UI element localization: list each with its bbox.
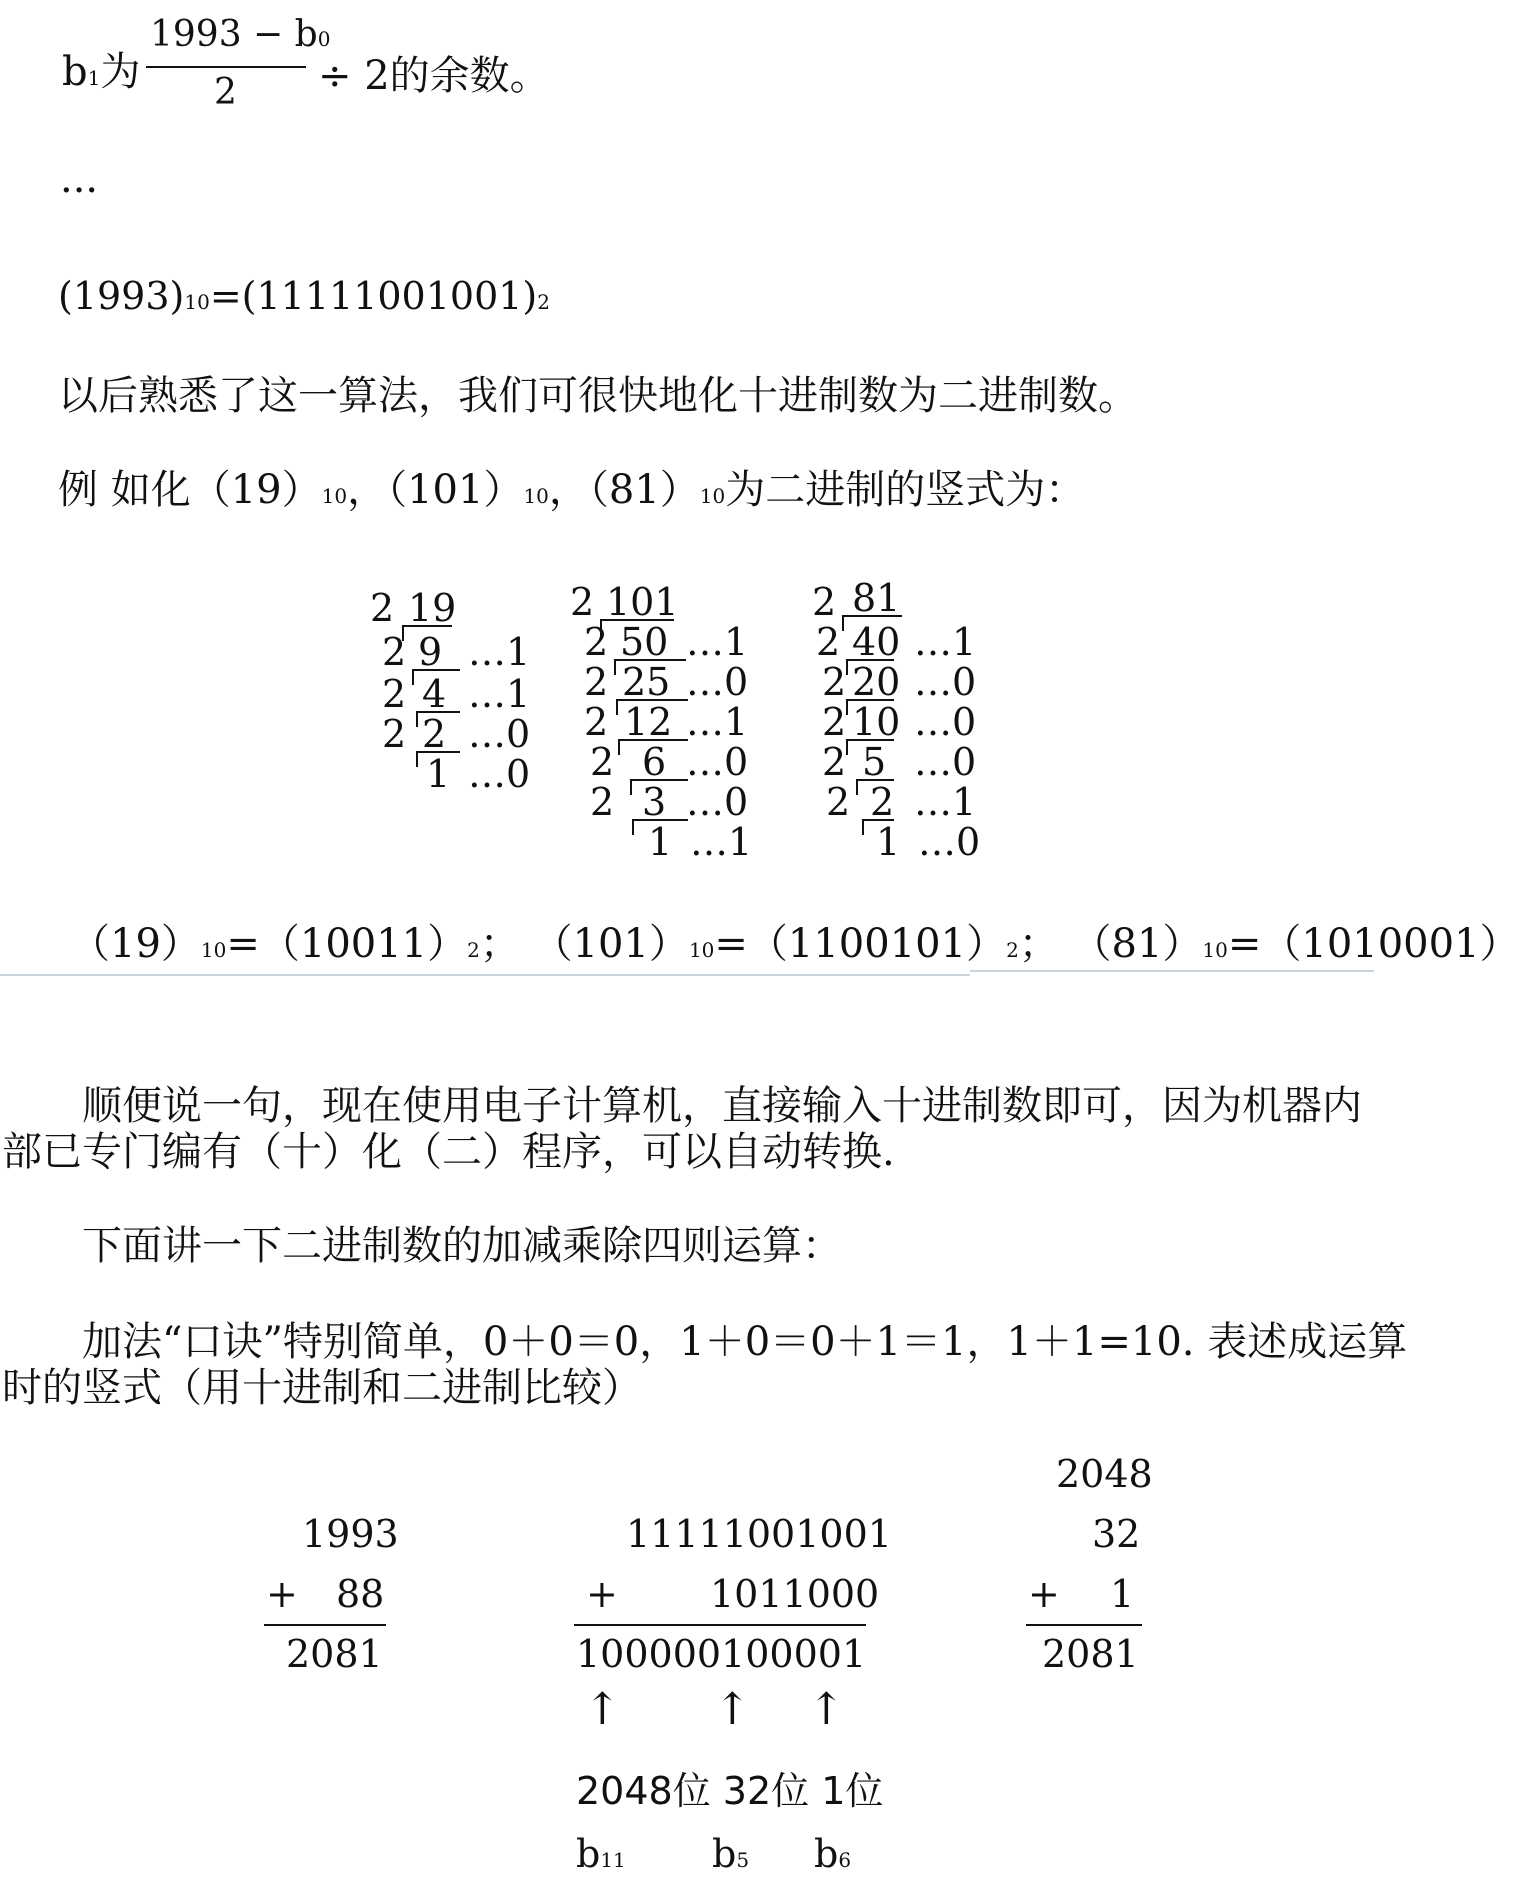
bit-index: 6	[838, 1848, 852, 1872]
division-81-divisor: 2	[812, 580, 837, 624]
division-101-row-divisor: 2	[584, 620, 609, 664]
arrow-1: ↑	[808, 1684, 845, 1735]
result-separator: ；	[479, 921, 520, 967]
example-mid-2: ，（81）	[548, 467, 700, 513]
division-19-quotient: 2	[422, 712, 447, 756]
ellipsis: ···	[60, 168, 99, 214]
example-suffix: 为二进制的竖式为：	[725, 467, 1086, 513]
addition-powers-line	[1026, 1624, 1142, 1626]
division-81-quotient: 1	[876, 820, 901, 864]
bit-symbol: b	[814, 1832, 839, 1876]
division-19-quotient: 9	[418, 630, 443, 674]
bit-symbol: b	[576, 1832, 601, 1876]
example-sub-2: 10	[523, 484, 549, 508]
division-101-quotient: 12	[624, 700, 673, 744]
division-81-remainder: …0	[914, 740, 977, 784]
division-101-row-divisor: 2	[584, 700, 609, 744]
bit-b6	[814, 1832, 851, 1876]
division-81-remainder: …0	[914, 660, 977, 704]
bit-b5	[712, 1832, 749, 1876]
paragraph-addition-line2: 时的竖式（用十进制和二进制比较）	[2, 1365, 642, 1411]
identity-left: (1993)	[58, 274, 185, 318]
divider-right	[970, 970, 1374, 972]
addition-powers-1: 1	[1110, 1572, 1135, 1616]
division-101-row-divisor: 2	[590, 740, 615, 784]
division-81-row-divisor: 2	[816, 620, 841, 664]
division-81-quotient: 10	[852, 700, 901, 744]
result-19-sub: 10	[200, 938, 227, 962]
result-81-binary: =（1010001）	[1227, 921, 1520, 967]
positions-label: 2048位 32位 1位	[576, 1769, 884, 1813]
bit-index: 5	[736, 1848, 750, 1872]
division-101-quotient: 1	[648, 820, 673, 864]
paragraph-computer-line2: 部已专门编有（十）化（二）程序，可以自动转换.	[2, 1129, 895, 1175]
division-81-quotient: 5	[862, 740, 887, 784]
addition-decimal-top: 1993	[302, 1512, 399, 1556]
division-81-dividend: 81	[852, 576, 901, 620]
division-81-quotient: 40	[852, 620, 901, 664]
identity-right: (11111001001)	[241, 274, 538, 318]
addition-powers-2048: 2048	[1056, 1452, 1153, 1496]
result-separator: ；	[1018, 921, 1059, 967]
addition-powers-sum: 2081	[1042, 1632, 1139, 1676]
fraction-denominator: 2	[214, 72, 237, 113]
numerator-text: 1993 − b	[150, 14, 318, 55]
result-81: （81）	[1071, 921, 1203, 967]
addition-binary-addend: 1011000	[710, 1572, 880, 1616]
fraction-numerator	[150, 14, 330, 55]
addition-powers-32: 32	[1092, 1512, 1141, 1556]
fraction-bar	[146, 66, 306, 68]
divider-left	[0, 974, 970, 976]
division-81-row-divisor: 2	[822, 740, 847, 784]
identity-line	[58, 274, 550, 318]
addition-binary-line	[574, 1624, 866, 1626]
result-19: （19）	[70, 921, 201, 967]
bit-b11	[576, 1832, 626, 1876]
division-19-row-divisor: 2	[382, 672, 407, 716]
division-101-remainder: …1	[686, 700, 749, 744]
identity-right-sub: 2	[537, 290, 550, 314]
result-101-sub: 10	[688, 938, 715, 962]
result-19-binary: =（10011）	[226, 921, 468, 967]
division-101-quotient: 6	[642, 740, 667, 784]
example-sub-3: 10	[699, 484, 726, 508]
addition-decimal-plus: +	[266, 1572, 298, 1616]
division-101-quotient: 25	[622, 660, 671, 704]
division-19-remainder: …1	[468, 672, 531, 716]
paragraph-computer-line1: 顺便说一句，现在使用电子计算机，直接输入十进制数即可，因为机器内	[82, 1083, 1362, 1129]
division-81-remainder: …1	[914, 620, 977, 664]
division-19-dividend: 19	[408, 586, 457, 630]
result-101: （101）	[532, 921, 689, 967]
example-sub-1: 10	[321, 484, 348, 508]
division-19-divisor: 2	[370, 586, 395, 630]
division-19-row-divisor: 2	[382, 630, 407, 674]
bit-symbol: b	[712, 1832, 737, 1876]
formula-b1-word: 为	[100, 49, 141, 95]
division-101-row-divisor: 2	[590, 780, 615, 824]
division-101-remainder: …0	[686, 780, 749, 824]
division-81-quotient: 2	[870, 780, 895, 824]
result-81-sub: 10	[1202, 938, 1228, 962]
division-19-quotient: 1	[426, 752, 451, 796]
division-101-quotient: 3	[642, 780, 667, 824]
formula-b1-symbol: b	[62, 49, 88, 95]
division-19-remainder: …0	[468, 712, 531, 756]
addition-powers-plus: +	[1028, 1572, 1060, 1616]
addition-binary-sum: 100000100001	[576, 1632, 867, 1676]
arrow-32: ↑	[714, 1684, 751, 1735]
addition-binary-top: 11111001001	[626, 1512, 892, 1556]
formula-b1-tail: ÷ 2的余数。	[318, 53, 550, 99]
division-81-row-divisor: 2	[822, 660, 847, 704]
formula-b1-subscript: 1	[87, 66, 101, 90]
addition-decimal-addend: 88	[336, 1572, 385, 1616]
result-101-binary-sub: 2	[1006, 938, 1019, 962]
addition-binary-plus: +	[586, 1572, 618, 1616]
division-19-row-divisor: 2	[382, 712, 407, 756]
division-81-remainder: …0	[914, 700, 977, 744]
paragraph-operations: 下面讲一下二进制数的加减乘除四则运算：	[82, 1223, 842, 1269]
sentence-algorithm: 以后熟悉了这一算法，我们可很快地化十进制数为二进制数。	[58, 373, 1138, 419]
division-81-row-divisor: 2	[822, 700, 847, 744]
division-19-quotient: 4	[422, 672, 447, 716]
division-101-row-divisor: 2	[584, 660, 609, 704]
example-mid-1: ，（101）	[347, 467, 524, 513]
division-81-remainder: …0	[918, 820, 981, 864]
example-prefix: 例 如化（19）	[58, 467, 322, 513]
division-101-remainder: …1	[686, 620, 749, 664]
paragraph-addition-line1: 加法“口诀”特别简单，0＋0＝0，1＋0＝0＋1＝1，1＋1=10. 表述成运算	[82, 1319, 1408, 1365]
addition-decimal-line	[264, 1624, 386, 1626]
results-line	[70, 912, 1520, 969]
division-19-remainder: …0	[468, 752, 531, 796]
division-101-remainder: …1	[690, 820, 753, 864]
identity-left-sub: 10	[184, 290, 210, 314]
example-line	[58, 458, 1085, 515]
division-81-row-divisor: 2	[826, 780, 851, 824]
division-101-remainder: …0	[686, 740, 749, 784]
addition-decimal-sum: 2081	[286, 1632, 383, 1676]
division-101-remainder: …0	[686, 660, 749, 704]
division-81-quotient: 20	[852, 660, 901, 704]
identity-eq: =	[209, 274, 242, 318]
numerator-subscript: 0	[317, 27, 331, 51]
bit-index: 11	[600, 1848, 626, 1872]
division-19-remainder: …1	[468, 630, 531, 674]
result-19-binary-sub: 2	[467, 938, 480, 962]
division-101-dividend: 101	[606, 580, 679, 624]
arrow-2048: ↑	[584, 1684, 621, 1735]
result-101-binary: =（1100101）	[714, 921, 1007, 967]
division-101-quotient: 50	[620, 620, 669, 664]
division-101-divisor: 2	[570, 580, 595, 624]
division-81-remainder: …1	[914, 780, 977, 824]
formula-b1	[62, 40, 140, 97]
